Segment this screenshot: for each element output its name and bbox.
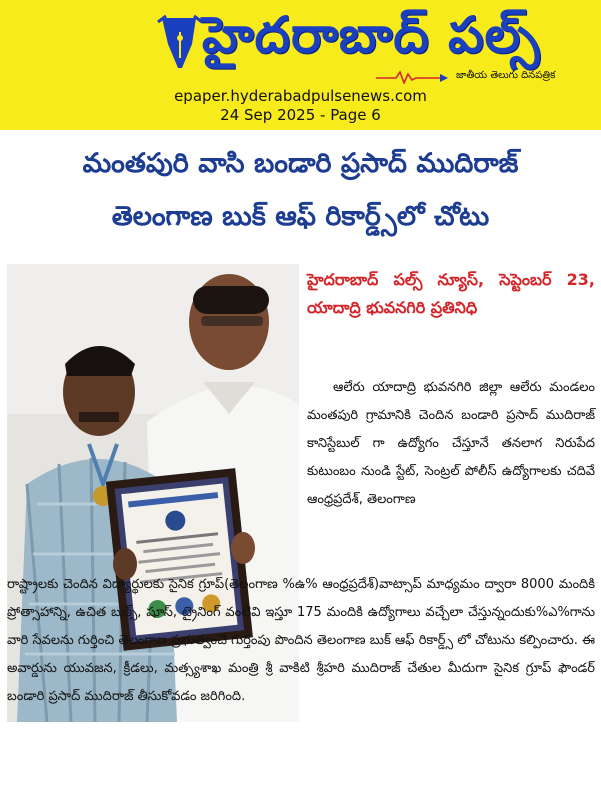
article (0, 130, 601, 810)
newspaper-logo (156, 6, 556, 81)
pen-nib-icon (156, 14, 204, 72)
article-body-column: ఆలేరు యాదాద్రి భువనగిరి జిల్లా ఆలేరు మండలం మంతపురి గ్రామానికి చెందిన బండారి ప్రసాద్ ముదిరాజ్ కానిస్టేబుల్ గా ఉద్యోగం చేస్తూనే తనలాగ నిరుపేద కుటుంబం నుండి స్టేట్, సెంట్రల్ పోలీస్ ఉద్యోగాలకు చదివే ఆంధ్రప్రదేశ్, తెలంగాణ (307, 380, 595, 507)
article-body-full-width: రాష్ట్రాలకు చెందిన విద్యార్థులకు సైనిక గ్రూప్(తెలంగాణ %ఉ% ఆంధ్రప్రదేశ్)వాట్సాప్ మాధ్యమం ద్వారా 8000 మందికి ప్రోత్సాహాన్ని, ఉచిత బుక్స్, షూస్, ట్రైనింగ్ వంటివి ఇస్తూ 175 మందికి ఉద్యోగాలు వచ్చేలా చేస్తున్నందుకు%ఎ%గాను వారి సేవలను గుర్తించి తెలంగాణ ప్రభుత్వంచే గుర్తింపు పొందిన తెలంగాణ బుక్ ఆఫ్ రికార్డ్స్ లో చోటును కల్పించారు. ఈ అవార్డును యువజన, క్రీడలు, మత్స్యశాఖ మంత్రి శ్రీ వాకిటి శ్రీహరి ముదిరాజ్ చేతుల మీదుగా సైనిక గ్రూప్ ఫౌండర్ బండారి ప్రసాద్ ముదిరాజ్ తీసుకోవడం జరిగింది. (7, 577, 595, 704)
issue-date-page: 24 Sep 2025 - Page 6 (220, 106, 381, 124)
headline-line-2: తెలంగాణ బుక్ ఆఫ్ రికార్డ్స్‌లో చోటు (111, 201, 490, 232)
pulse-line-icon (376, 70, 452, 84)
dateline-byline: హైదరాబాద్ పల్స్ న్యూస్, సెప్టెంబర్ 23, యాదాద్రి భువనగిరి ప్రతినిధి (307, 270, 595, 317)
logo-wordmark: హైదరాబాద్ పల్స్ (202, 6, 541, 64)
site-url: epaper.hyderabadpulsenews.com (174, 87, 427, 105)
masthead (0, 0, 601, 130)
headline-line-1: మంతపురి వాసి బండారి ప్రసాద్ ముదిరాజ్ (82, 148, 519, 179)
tagline: జాతీయ తెలుగు దినపత్రిక (456, 70, 556, 81)
